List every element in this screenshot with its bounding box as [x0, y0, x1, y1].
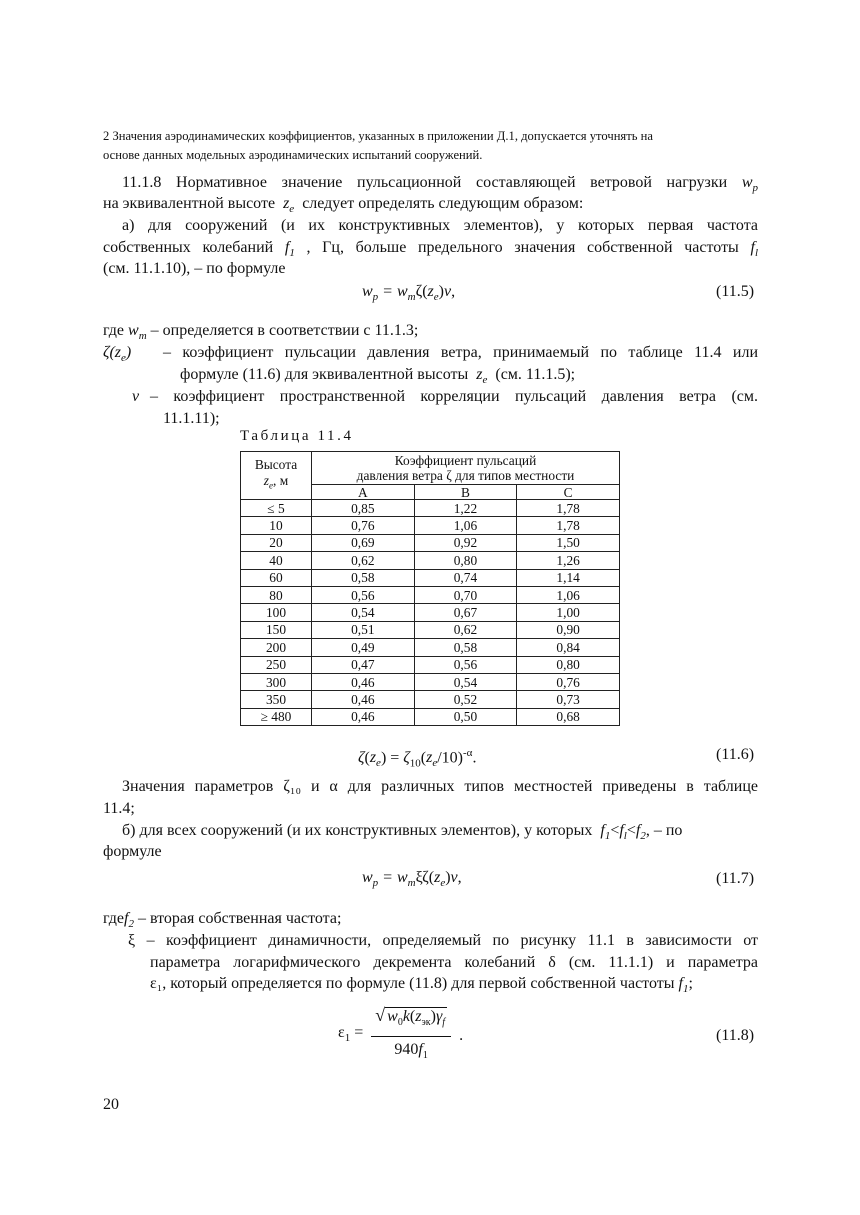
clause-text: б) для всех сооружений (и их конструктивных элементов), у которых	[122, 822, 593, 839]
item-b-line-2: формуле	[103, 843, 162, 860]
cell-a: 0,69	[312, 534, 415, 551]
cell-c: 0,90	[517, 621, 620, 638]
header-height-line-2: $z_e$, м	[263, 473, 289, 491]
cell-c: 0,73	[517, 691, 620, 708]
cell-b: 0,54	[414, 673, 517, 690]
cell-a: 0,56	[312, 586, 415, 603]
cell-height: 10	[241, 517, 312, 534]
header-coefficient-line-2: давления ветра ζ для типов местности	[356, 468, 575, 483]
table-row	[241, 621, 620, 638]
clause-text: 11.1.8 Нормативное значение пульсационной составляющей ветровой нагрузки	[122, 174, 728, 191]
formula-11-7: $w_p = w_m\xi\zeta(z_e)\nu$,	[362, 869, 462, 890]
definition-nu-line-2: 11.1.11);	[163, 410, 220, 427]
clause-text: собственных колебаний	[103, 239, 274, 256]
definition-xi-line-2: параметра логарифмического декремента колебаний δ (см. 11.1.1) и параметра	[150, 954, 758, 971]
item-a-line-1: а) для сооружений (и их конструктивных элементов), у которых первая частота	[122, 217, 758, 234]
fl-symbol: $f_l$	[750, 239, 758, 260]
cell-height: 100	[241, 604, 312, 621]
f2-symbol: $f_2$	[124, 910, 134, 931]
cell-c: 1,06	[517, 586, 620, 603]
cell-c: 0,68	[517, 708, 620, 725]
clause-text: следует определять следующим образом:	[302, 195, 584, 212]
cell-height: ≤ 5	[241, 500, 312, 517]
header-coefficient	[312, 452, 620, 485]
definition-zeta-line-1: – коэффициент пульсации давления ветра, принимаемый по таблице 11.4 или	[163, 344, 758, 361]
cell-c: 0,84	[517, 639, 620, 656]
header-height-line-1: Высота	[254, 457, 298, 473]
cell-b: 0,58	[414, 639, 517, 656]
table-row	[241, 639, 620, 656]
table-row	[241, 604, 620, 621]
cell-b: 0,56	[414, 656, 517, 673]
cell-b: 0,74	[414, 569, 517, 586]
f1-symbol: $f_1$	[284, 239, 295, 260]
ze-symbol: $z_e$	[472, 366, 488, 387]
equation-number-11-5: (11.5)	[716, 283, 755, 300]
definition-text: – определяется в соответствии с 11.1.3;	[150, 322, 419, 339]
cell-c: 1,50	[517, 534, 620, 551]
ze-symbol: $z_e$	[283, 195, 295, 216]
cell-c: 0,80	[517, 656, 620, 673]
parameters-line-2: 11.4;	[103, 800, 135, 817]
cell-height: 60	[241, 569, 312, 586]
cell-c: 1,78	[517, 517, 620, 534]
cell-height: 80	[241, 586, 312, 603]
cell-a: 0,49	[312, 639, 415, 656]
cell-height: 250	[241, 656, 312, 673]
cell-a: 0,85	[312, 500, 415, 517]
cell-height: 40	[241, 552, 312, 569]
page-number: 20	[103, 1096, 119, 1113]
formula-11-6: $\zeta(z_e) = \zeta_{10}(z_e/10)^{-\alpha}$.	[358, 747, 477, 770]
header-coefficient-line-1: Коэффициент пульсаций	[394, 452, 537, 468]
zeta-ze-symbol: $\zeta(z_e)$	[103, 344, 132, 365]
cell-c: 1,00	[517, 604, 620, 621]
cell-a: 0,46	[312, 691, 415, 708]
cell-height: 20	[241, 534, 312, 551]
table-row	[241, 708, 620, 725]
header-terrain-b: B	[414, 485, 517, 500]
equation-number-11-8: (11.8)	[716, 1027, 755, 1044]
cell-height: 150	[241, 621, 312, 638]
cell-b: 0,70	[414, 586, 517, 603]
formula-11-5: $w_p = w_m\zeta(z_e)\nu$,	[362, 283, 456, 304]
note-paragraph	[103, 127, 763, 165]
cell-a: 0,47	[312, 656, 415, 673]
table-row	[241, 586, 620, 603]
parameters-line-1: Значения параметров ζ₁₀ и α для различных типов местностей приведены в таблице	[122, 778, 758, 795]
definition-nu-line-1: – коэффициент пространственной корреляции пульсаций давления ветра (см.	[150, 388, 758, 405]
cell-b: 1,06	[414, 517, 517, 534]
header-height	[241, 452, 312, 500]
cell-a: 0,62	[312, 552, 415, 569]
where-word: где	[103, 910, 125, 927]
table-row	[241, 534, 620, 551]
definition-text: ;	[688, 975, 693, 992]
where-word: где	[103, 322, 125, 339]
clause-text: на эквивалентной высоте	[103, 195, 276, 212]
note-line-1: 2 Значения аэродинамических коэффициентов, указанных в приложении Д.1, допускается уточнять на	[103, 129, 653, 143]
cell-c: 0,76	[517, 673, 620, 690]
cell-b: 0,92	[414, 534, 517, 551]
table-row	[241, 569, 620, 586]
cell-a: 0,58	[312, 569, 415, 586]
pulsation-coefficient-table	[240, 451, 620, 726]
cell-a: 0,51	[312, 621, 415, 638]
cell-a: 0,76	[312, 517, 415, 534]
f1-symbol: $f_1$	[678, 975, 689, 996]
cell-height: 300	[241, 673, 312, 690]
cell-c: 1,14	[517, 569, 620, 586]
wp-symbol: $w_p$	[741, 174, 759, 195]
definition-xi-line-1: ξ – коэффициент динамичности, определяемый по рисунку 11.1 в зависимости от	[128, 932, 758, 949]
wm-symbol: $w_m$	[128, 322, 147, 343]
equation-number-11-6: (11.6)	[716, 746, 755, 763]
header-terrain-a: A	[312, 485, 415, 500]
clause-text: , Гц, больше предельного значения собственной частоты	[306, 239, 739, 256]
table-row	[241, 552, 620, 569]
equation-number-11-7: (11.7)	[716, 870, 755, 887]
cell-a: 0,54	[312, 604, 415, 621]
frequency-inequality: $f_1<f_l<f_2$	[596, 822, 646, 843]
nu-symbol: ν	[132, 388, 140, 405]
cell-a: 0,46	[312, 708, 415, 725]
definition-text: (см. 11.1.5);	[495, 366, 576, 383]
cell-b: 0,62	[414, 621, 517, 638]
cell-c: 1,26	[517, 552, 620, 569]
fraction-numerator: √ $w_0k(z_{эк})\gamma_f$	[371, 1004, 451, 1037]
formula-11-8: $\varepsilon_1$ = $\frac{√ w_0k(z_{эк})\gamma_f}{940f_1}$ .	[338, 1004, 463, 1067]
clause-text: , – по	[645, 822, 683, 839]
table-row	[241, 656, 620, 673]
cell-a: 0,46	[312, 673, 415, 690]
cell-b: 0,52	[414, 691, 517, 708]
formula-fraction	[371, 1004, 451, 1067]
cell-b: 0,67	[414, 604, 517, 621]
definition-text: ε₁, который определяется по формуле (11.8) для первой собственной частоты	[150, 975, 675, 992]
header-terrain-c: C	[517, 485, 620, 500]
cell-height: ≥ 480	[241, 708, 312, 725]
table-caption: Таблица 11.4	[240, 428, 354, 444]
table-row	[241, 500, 620, 517]
table-row	[241, 673, 620, 690]
table-row	[241, 691, 620, 708]
definition-text: формуле (11.6) для эквивалентной высоты	[180, 366, 469, 383]
cell-b: 1,22	[414, 500, 517, 517]
cell-b: 0,80	[414, 552, 517, 569]
cell-b: 0,50	[414, 708, 517, 725]
cell-c: 1,78	[517, 500, 620, 517]
definition-text: – вторая собственная частота;	[137, 910, 342, 927]
table-row	[241, 517, 620, 534]
definition-xi-line-3	[150, 973, 693, 1000]
cell-height: 350	[241, 691, 312, 708]
note-line-2: основе данных модельных аэродинамических испытаний сооружений.	[103, 148, 483, 162]
fraction-denominator: $940f_1$	[394, 1041, 428, 1062]
cell-height: 200	[241, 639, 312, 656]
item-a-line-3: (см. 11.1.10), – по формуле	[103, 260, 286, 277]
